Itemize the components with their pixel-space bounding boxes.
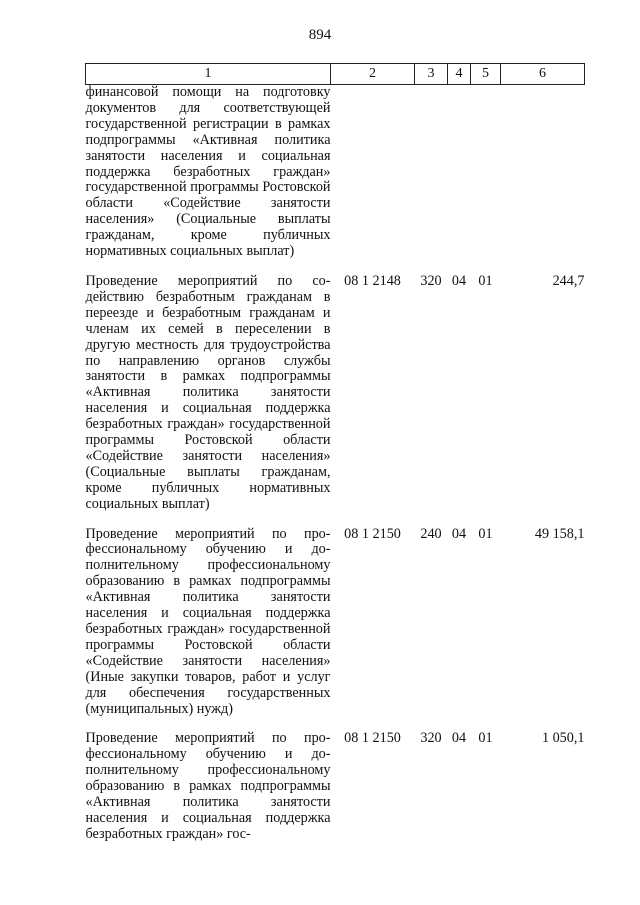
row-section	[448, 85, 471, 260]
row-section: 04	[451, 730, 467, 747]
row-subsection: 01	[478, 272, 493, 289]
column-header-3: 3	[415, 64, 448, 85]
column-header-2: 2	[331, 64, 415, 85]
column-header-4: 4	[448, 64, 471, 85]
row-description: Проведение мероприятий по содействию безработным гражданам в переезде и безработным гражданам и членам их семей в переселении в другую местность для трудоустройства по направлению органов службы занятости в рамках подпрограммы «Активная политика занятости населения и социальная поддержка безработных граждан» государственной программы Ростовской области «Содействие занятости населения» (Социальные выплаты гражданам, кроме публичных нормативных социальных выплат)	[85, 272, 331, 512]
row-expense-type: 240	[420, 525, 442, 542]
column-number-header	[86, 64, 585, 85]
table-row	[86, 260, 585, 513]
row-expense-type	[415, 85, 448, 260]
row-amount: 1 050,1	[541, 730, 585, 747]
row-amount: 49 158,1	[534, 525, 585, 542]
row-description: Проведение мероприятий по профессиональному обучению и дополнительному профессиональному образованию в рамках подпрограммы «Активная политика занятости населения и социальная поддержка безработных граждан» государственной программы Ростовской области «Содействие занятости населения» (Иные закупки товаров, работ и услуг для обеспечения государственных (муниципальных) нужд)	[85, 525, 331, 717]
row-description: финансовой помощи на подготовку документов для соответствующей государственной регистрации в рамках подпрограммы «Активная политика занятости населения и социальная поддержка безработных граждан» государственной программы Ростовской области «Содействие занятости населения» (Социальные выплаты гражданам, кроме публичных нормативных социальных выплат)	[85, 84, 331, 260]
row-expense-type: 320	[420, 730, 442, 747]
column-header-6: 6	[501, 64, 585, 85]
row-target-code: 08 1 2150	[344, 525, 401, 542]
table-row	[86, 513, 585, 718]
row-target-code	[331, 85, 415, 260]
table-row	[86, 85, 585, 260]
column-header-1: 1	[86, 64, 331, 85]
row-description: Проведение мероприятий по профессиональному обучению и дополнительному профессиональному образованию в рамках подпрограммы «Активная политика занятости населения и социальная поддержка безработных граждан» гос-	[85, 730, 331, 842]
row-target-code: 08 1 2150	[344, 730, 401, 747]
row-amount: 244,7	[552, 272, 585, 289]
row-subsection: 01	[478, 525, 493, 542]
row-subsection	[471, 85, 501, 260]
table-row	[86, 717, 585, 842]
row-amount	[501, 85, 585, 260]
row-expense-type: 320	[420, 272, 442, 289]
row-target-code: 08 1 2148	[344, 272, 401, 289]
column-header-5: 5	[471, 64, 501, 85]
row-section: 04	[451, 525, 467, 542]
page-number: 894	[308, 27, 332, 43]
row-section: 04	[451, 272, 467, 289]
budget-table	[85, 63, 585, 843]
row-subsection: 01	[478, 730, 493, 747]
